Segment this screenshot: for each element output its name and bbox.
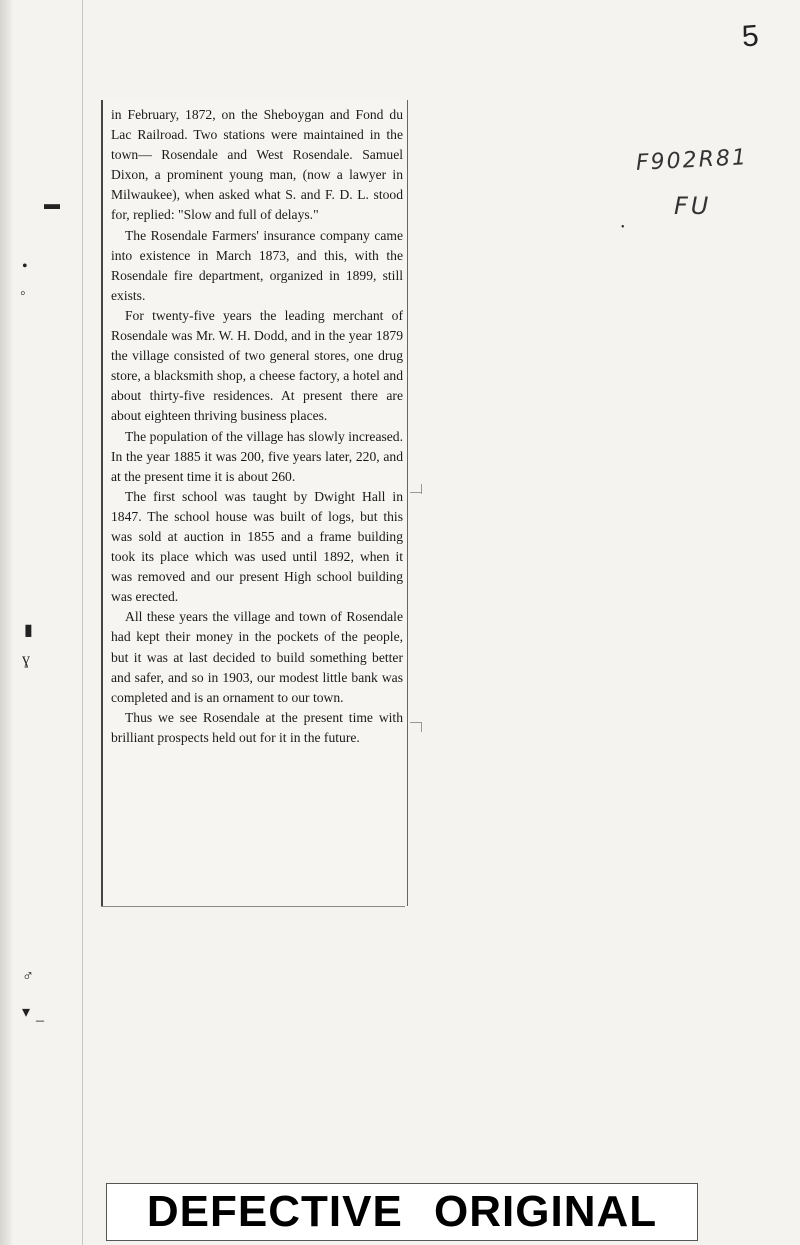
page-number: 5	[740, 19, 760, 54]
catalog-sub-code: FU	[674, 192, 712, 220]
clipping-bottom-edge	[101, 906, 405, 907]
margin-mark: ‒	[36, 1012, 44, 1029]
article-paragraph: Thus we see Rosendale at the present time with brilliant prospects held out for it in the future.	[111, 709, 403, 745]
catalog-annotation	[635, 145, 786, 238]
margin-mark: ▾	[22, 1004, 31, 1021]
article-paragraph: The population of the village has slowly increased. In the year 1885 it was 200, five years later, 220, and at the present time it is about 260.	[111, 428, 403, 484]
article-paragraph: For twenty-five years the leading merchant of Rosendale was Mr. W. H. Dodd, and in the year 1879 the village consisted of two general stores, one drug store, a blacksmith shop, a cheese factory, a hotel and about thirty-five residences. At present there are about eighteen thriving business places.	[111, 307, 403, 424]
margin-mark: ▮	[24, 622, 33, 639]
defective-original-label: DEFECTIVE ORIGINAL	[146, 1187, 658, 1236]
catalog-code: F902R81	[635, 145, 749, 176]
binding-edge	[0, 0, 12, 1245]
margin-mark: ◦	[20, 285, 26, 302]
newspaper-clipping	[101, 100, 408, 906]
margin-mark: •	[621, 222, 625, 233]
defective-original-banner	[106, 1183, 698, 1241]
crop-tick	[421, 722, 422, 732]
margin-mark: ɣ	[22, 651, 30, 668]
article-paragraph: The first school was taught by Dwight Hall in 1847. The school house was built of logs, but this was sold at auction in 1855 and a frame building took its place which was used until 1892, when it was removed and our present High school building was erected.	[111, 488, 403, 605]
crop-tick	[421, 484, 422, 494]
margin-mark: ♂	[22, 968, 34, 985]
article-paragraph: The Rosendale Farmers' insurance company came into existence in March 1873, and this, with the Rosendale fire department, organized in 1899, still exists.	[111, 227, 403, 303]
article-paragraph: All these years the village and town of Rosendale had kept their money in the pockets of the people, but it was at last decided to build something better and safer, and so in 1903, our modest little bank was completed and is an ornament to our town.	[111, 609, 403, 705]
margin-mark: •	[22, 258, 28, 275]
article-column	[111, 105, 403, 748]
margin-mark: ▬	[44, 196, 60, 213]
page-gutter-line	[82, 0, 83, 1245]
article-paragraph: in February, 1872, on the Sheboygan and Fond du Lac Railroad. Two stations were maintained in the town— Rosendale and West Rosendale. Samuel Dixon, a prominent young man, (now a lawyer in Milwaukee), when asked what S. and F. D. L. stood for, replied: "Slow and full of delays."	[111, 107, 403, 223]
